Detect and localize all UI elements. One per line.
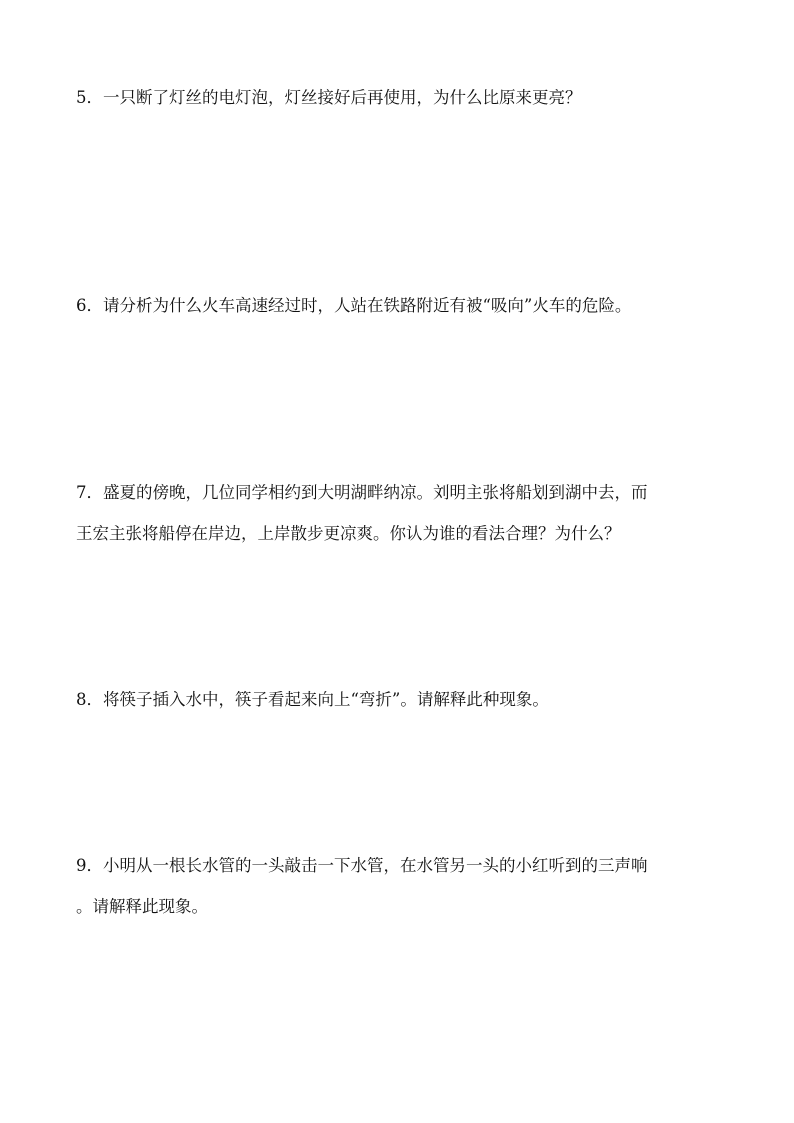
question-9-text-line-1: 9．小明从一根长水管的一头敲击一下水管，在水管另一头的小红听到的三声响 <box>76 856 648 875</box>
question-6-text: 6．请分析为什么火车高速经过时，人站在铁路附近有被“吸向”火车的危险。 <box>76 296 632 315</box>
question-5 <box>76 88 726 108</box>
question-7-text-line-2: 王宏主张将船停在岸边，上岸散步更凉爽。你认为谁的看法合理？为什么？ <box>76 524 621 543</box>
question-8 <box>76 690 726 710</box>
question-6 <box>76 296 726 316</box>
question-5-text: 5．一只断了灯丝的电灯泡，灯丝接好后再使用，为什么比原来更亮？ <box>76 88 582 107</box>
question-8-text: 8．将筷子插入水中，筷子看起来向上“弯折”。请解释此种现象。 <box>76 690 549 709</box>
question-7 <box>76 483 726 544</box>
question-9-text-line-2: 。请解释此现象。 <box>76 897 208 916</box>
question-9 <box>76 856 726 917</box>
question-7-text-line-1: 7．盛夏的傍晚，几位同学相约到大明湖畔纳凉。刘明主张将船划到湖中去，而 <box>76 483 648 502</box>
